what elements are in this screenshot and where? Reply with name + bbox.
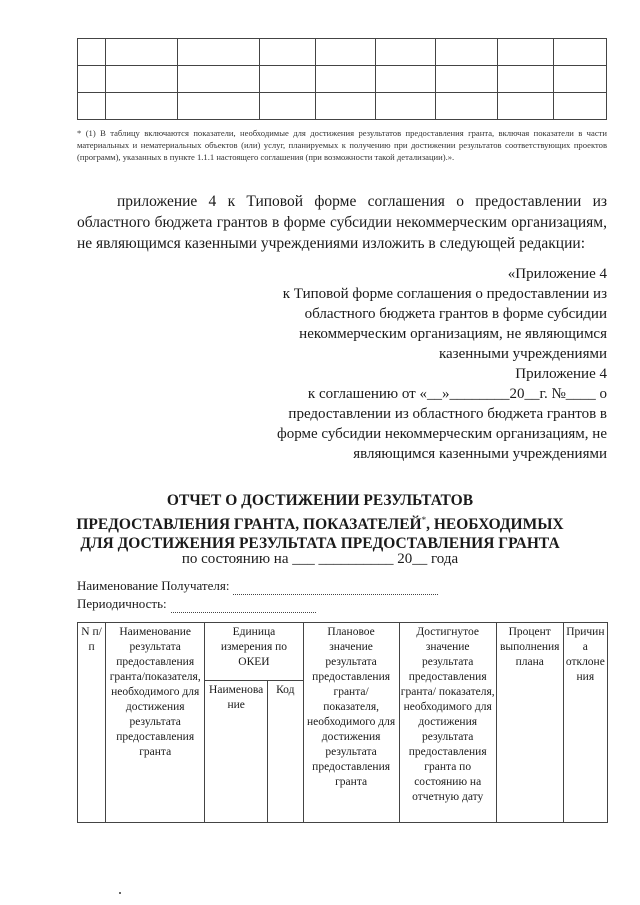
appendix-header-line: к Типовой форме соглашения о предоставлении из bbox=[282, 286, 607, 302]
col-header-plan: Плановое значение результата предоставления гранта/ показателя, необходимого для достижения результата предоставления гранта bbox=[303, 623, 399, 823]
col-header-name: Наименование результата предоставления гранта/показателя, необходимого для достижения результата предоставления гранта bbox=[106, 623, 205, 823]
col-header-percent: Процент выполнения плана bbox=[496, 623, 563, 823]
table-row bbox=[78, 66, 607, 93]
agreement-header bbox=[267, 364, 607, 464]
report-title-text: ПРЕДОСТАВЛЕНИЯ ГРАНТА, ПОКАЗАТЕЛЕЙ bbox=[76, 515, 422, 533]
periodicity-input-line[interactable] bbox=[171, 612, 316, 613]
table-row bbox=[78, 39, 607, 66]
periodicity-label: Периодичность: bbox=[77, 596, 167, 611]
appendix-header-line: казенными учреждениями bbox=[438, 346, 607, 362]
footnote: * (1) В таблицу включаются показатели, необходимые для достижения результатов предоставления гранта, включая показатели в части материальных и нематериальных объектов (или) услуг, планируемых к получению при достижении результатов соответствующих проектов (программ), указанных в пункте 1.1.1 настоящего соглашения (при возможности такой детализации).». bbox=[77, 128, 607, 162]
scan-mark bbox=[119, 892, 121, 894]
col-header-unit-code: Код bbox=[267, 681, 303, 823]
col-header-reason: Причина отклонения bbox=[563, 623, 607, 823]
report-title-line bbox=[40, 511, 600, 535]
appendix-header bbox=[257, 264, 607, 364]
report-title-text: , НЕОБХОДИМЫХ bbox=[426, 515, 564, 533]
previous-table-fragment bbox=[77, 38, 607, 120]
recipient-label: Наименование Получателя: bbox=[77, 578, 230, 593]
table-header-row bbox=[78, 623, 608, 681]
agreement-header-line: форме субсидии некоммерческим организациям, не bbox=[277, 426, 607, 442]
table-row bbox=[78, 93, 607, 120]
report-title-line: ОТЧЕТ О ДОСТИЖЕНИИ РЕЗУЛЬТАТОВ bbox=[166, 492, 474, 509]
footnote-mark: * bbox=[421, 514, 427, 525]
appendix-header-line: «Приложение 4 bbox=[507, 266, 607, 282]
report-title bbox=[40, 491, 600, 554]
appendix-header-line: некоммерческим организациям, не являющимся bbox=[299, 326, 607, 342]
col-header-actual: Достигнутое значение результата предоставления гранта/ показателя, необходимого для достижения результата предоставления гранта по состоянию на отчетную дату bbox=[399, 623, 496, 823]
report-table bbox=[77, 622, 608, 823]
col-header-number: N п/п bbox=[78, 623, 106, 823]
col-header-unit: Единица измерения по ОКЕИ bbox=[205, 623, 303, 681]
agreement-header-line: к соглашению от «__»________20__г. №____ о bbox=[307, 386, 607, 402]
agreement-header-line: предоставлении из областного бюджета грантов в bbox=[288, 406, 607, 422]
agreement-header-line: являющимся казенными учреждениями bbox=[353, 446, 607, 462]
report-fields bbox=[77, 577, 607, 613]
agreement-header-line: Приложение 4 bbox=[515, 366, 607, 382]
periodicity-field bbox=[77, 595, 607, 613]
as-of-date: по состоянию на ___ __________ 20__ года bbox=[181, 551, 459, 567]
col-header-unit-name: Наименование bbox=[205, 681, 268, 823]
report-title-line: ДЛЯ ДОСТИЖЕНИЯ РЕЗУЛЬТАТА ПРЕДОСТАВЛЕНИЯ ГРАНТА bbox=[80, 535, 560, 553]
recipient-field bbox=[77, 577, 607, 595]
intro-paragraph: приложение 4 к Типовой форме соглашения о предоставлении из областного бюджета грантов в форме субсидии некоммерческим организациям, не являющимся казенными учреждениями изложить в следующей редакции: bbox=[77, 193, 607, 252]
appendix-header-line: областного бюджета грантов в форме субсидии bbox=[304, 306, 607, 322]
